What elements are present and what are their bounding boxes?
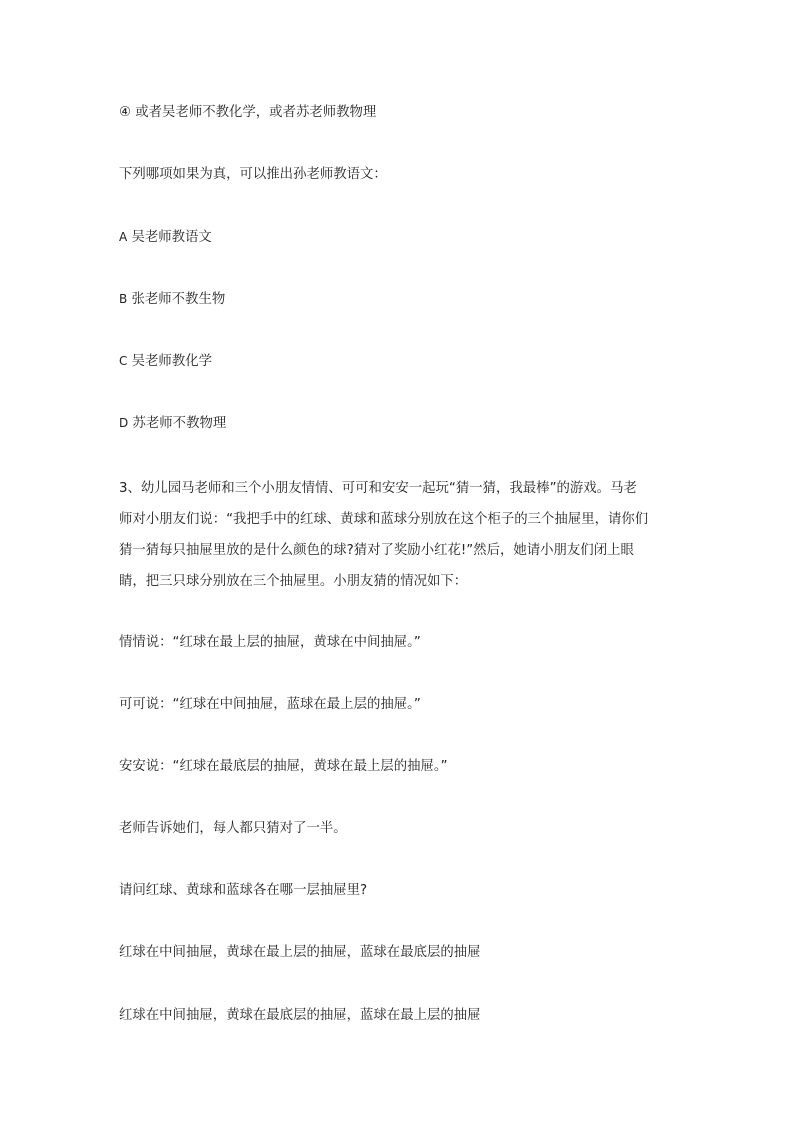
- guess-anan: 安安说：“红球在最底层的抽屉，黄球在最上层的抽屉。”: [119, 759, 448, 774]
- option-d: [119, 413, 226, 434]
- option-a: [119, 227, 212, 248]
- condition-4: ④ 或者吴老师不教化学，或者苏老师教物理: [119, 105, 377, 120]
- problem-3-line: 师对小朋友们说：“我把手中的红球、黄球和蓝球分别放在这个柜子的三个抽屉里，请你们: [119, 512, 649, 527]
- problem-3-line: 猜一猜每只抽屉里放的是什么颜色的球?猜对了奖励小红花!”然后，她请小朋友们闭上眼: [119, 543, 634, 558]
- problem-3-paragraph: [119, 473, 679, 597]
- question-prompt: 下列哪项如果为真，可以推出孙老师教语文：: [119, 167, 387, 182]
- problem-3-question: 请问红球、黄球和蓝球各在哪一层抽屉里?: [119, 883, 368, 898]
- guess-keke: 可可说：“红球在中间抽屉，蓝球在最上层的抽屉。”: [119, 697, 421, 712]
- teacher-statement: 老师告诉她们，每人都只猜对了一半。: [119, 821, 347, 836]
- problem-3-line: 睛，把三只球分别放在三个抽屉里。小朋友猜的情况如下：: [119, 574, 468, 589]
- answer-line-2: 红球在中间抽屉，黄球在最底层的抽屉，蓝球在最上层的抽屉: [119, 1008, 481, 1023]
- option-text: 吴老师教化学: [131, 354, 212, 369]
- option-b: [119, 289, 225, 310]
- option-letter: A: [119, 230, 128, 244]
- option-text: 吴老师教语文: [131, 230, 212, 245]
- option-text: 张老师不教生物: [131, 292, 226, 307]
- option-letter: D: [119, 416, 129, 430]
- option-letter: C: [119, 354, 128, 368]
- option-text: 苏老师不教物理: [132, 416, 227, 431]
- guess-qingqing: 情情说：“红球在最上层的抽屉，黄球在中间抽屉。”: [119, 635, 421, 650]
- option-c: [119, 351, 212, 372]
- answer-line-1: 红球在中间抽屉，黄球在最上层的抽屉，蓝球在最底层的抽屉: [119, 945, 481, 960]
- problem-3-line: 3、幼儿园马老师和三个小朋友情情、可可和安安一起玩“猜一猜，我最棒”的游戏。马老: [119, 481, 637, 496]
- option-letter: B: [119, 292, 128, 306]
